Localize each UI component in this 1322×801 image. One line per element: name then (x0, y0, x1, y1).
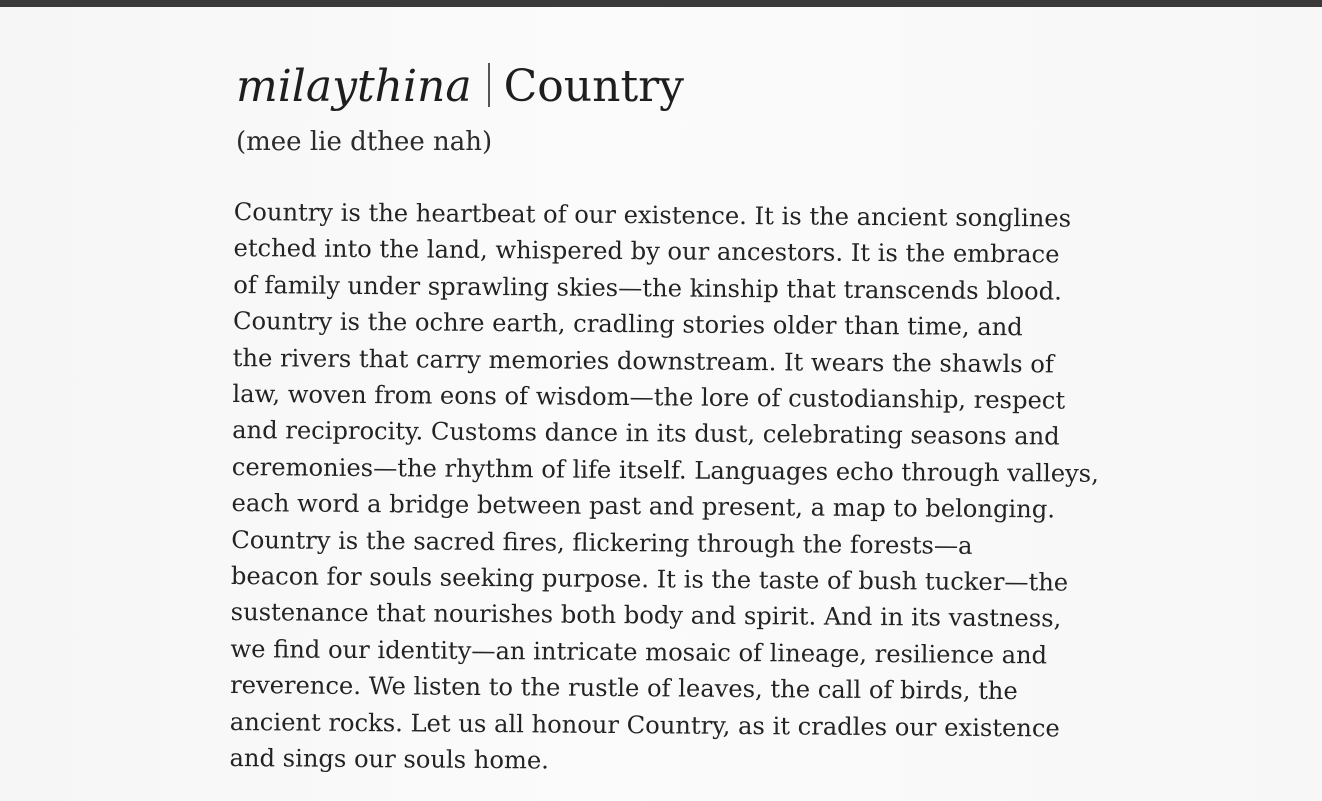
body-line: ceremonies—the rhythm of life itself. Languages echo through valleys, (231, 452, 1099, 488)
body-paragraph (229, 194, 1134, 784)
body-line: Country is the heartbeat of our existence. It is the ancient songlines (233, 197, 1072, 233)
body-line: and sings our souls home. (229, 744, 550, 775)
body-line: the rivers that carry memories downstream. It wears the shawls of (232, 343, 1054, 379)
entry-term: milaythina (236, 61, 472, 112)
body-line: of family under sprawling skies—the kinship that transcends blood. (233, 270, 1062, 306)
entry-heading (236, 58, 684, 116)
top-border-bar (0, 0, 1322, 7)
body-line: ancient rocks. Let us all honour Country, as it cradles our existence (229, 707, 1060, 743)
body-line: reverence. We listen to the rustle of leaves, the call of birds, the (230, 671, 1018, 706)
heading-separator (488, 63, 490, 107)
body-line: Country is the sacred fires, flickering through the forests—a (231, 525, 973, 560)
body-line: etched into the land, whispered by our ancestors. It is the embrace (233, 234, 1060, 269)
body-line: beacon for souls seeking purpose. It is the taste of bush tucker—the (230, 562, 1069, 597)
body-line: law, woven from eons of wisdom—the lore of custodianship, respect (232, 380, 1066, 415)
body-line: Country is the ochre earth, cradling stories older than time, and (232, 307, 1023, 342)
body-line: each word a bridge between past and present, a map to belonging. (231, 489, 1056, 524)
body-line: and reciprocity. Customs dance in its dust, celebrating seasons and (232, 416, 1060, 451)
pronunciation-guide: (mee lie dthee nah) (236, 127, 493, 157)
entry-translation: Country (503, 61, 685, 112)
body-line: we find our identity—an intricate mosaic of lineage, resilience and (230, 634, 1048, 670)
body-line: sustenance that nourishes both body and spirit. And in its vastness, (230, 598, 1062, 633)
